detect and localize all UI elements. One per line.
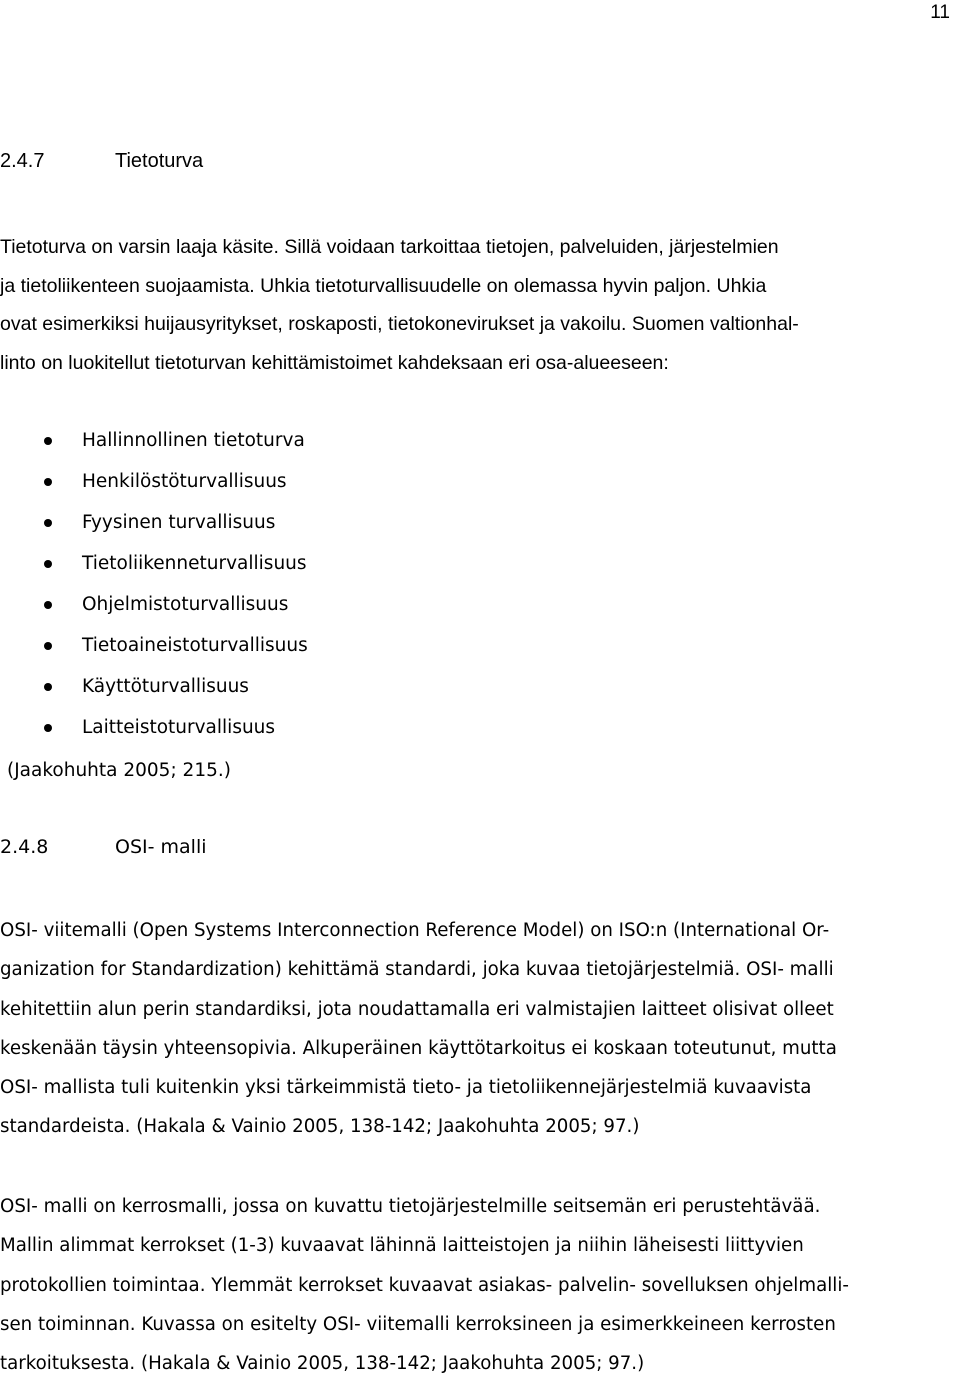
section-heading-osi-malli <box>0 834 207 860</box>
bullet-icon <box>44 519 52 527</box>
list-item <box>0 502 308 543</box>
section-paragraph <box>0 1187 960 1383</box>
bullet-icon <box>44 683 52 691</box>
section-paragraph <box>0 228 960 382</box>
paragraph-line: ja tietoliikenteen suojaamista. Uhkia tietoturvallisuudelle on olemassa hyvin paljon. Uhkia <box>0 274 767 297</box>
list-item <box>0 584 308 625</box>
bullet-icon <box>44 437 52 445</box>
list-item <box>0 543 308 584</box>
section-number: 2.4.7 <box>0 150 45 172</box>
list-item <box>0 625 308 666</box>
list-item-label: Hallinnollinen tietoturva <box>82 430 305 451</box>
list-item-label: Laitteistoturvallisuus <box>82 717 276 738</box>
list-item-label: Käyttöturvallisuus <box>82 676 249 697</box>
paragraph-line: Mallin alimmat kerrokset (1-3) kuvaavat lähinnä laitteistojen ja niihin läheisesti liittyvien <box>0 1235 804 1257</box>
paragraph-line: sen toiminnan. Kuvassa on esitelty OSI- viitemalli kerroksineen ja esimerkkeineen kerrosten <box>0 1313 836 1335</box>
paragraph-line: tarkoituksesta. (Hakala & Vainio 2005, 138-142; Jaakohuhta 2005; 97.) <box>0 1353 645 1375</box>
section-title: OSI- malli <box>115 836 207 858</box>
paragraph-line: standardeista. (Hakala & Vainio 2005, 138-142; Jaakohuhta 2005; 97.) <box>0 1116 640 1138</box>
bullet-icon <box>44 560 52 568</box>
list-item-label: Tietoaineistoturvallisuus <box>82 635 308 656</box>
paragraph-line: OSI- malli on kerrosmalli, jossa on kuvattu tietojärjestelmille seitsemän eri perustehtävää. <box>0 1196 821 1217</box>
list-item-label: Henkilöstöturvallisuus <box>82 471 287 492</box>
section-number: 2.4.8 <box>0 836 49 858</box>
list-item <box>0 666 308 707</box>
list-item-label: Fyysinen turvallisuus <box>82 512 276 533</box>
bullet-icon <box>44 478 52 486</box>
bullet-icon <box>44 642 52 650</box>
paragraph-line: ovat esimerkiksi huijausyritykset, roskaposti, tietokonevirukset ja vakoilu. Suomen valtionhal- <box>0 313 799 335</box>
page-number: 11 <box>930 2 950 23</box>
bullet-icon <box>44 724 52 732</box>
list-item <box>0 707 308 748</box>
list-item <box>0 420 308 461</box>
section-paragraph <box>0 911 960 1147</box>
list-item-label: Tietoliikenneturvallisuus <box>82 553 307 574</box>
paragraph-line: kehitettiin alun perin standardiksi, jota noudattamalla eri valmistajien laitteet olisivat olleet <box>0 998 834 1020</box>
citation: (Jaakohuhta 2005; 215.) <box>7 760 231 781</box>
section-heading-tietoturva <box>0 148 203 174</box>
paragraph-line: Tietoturva on varsin laaja käsite. Sillä voidaan tarkoittaa tietojen, palveluiden, järjestelmien <box>0 236 779 258</box>
paragraph-line: linto on luokitellut tietoturvan kehittämistoimet kahdeksaan eri osa-alueeseen: <box>0 351 669 374</box>
bullet-icon <box>44 601 52 609</box>
paragraph-line: keskenään täysin yhteensopivia. Alkuperäinen käyttötarkoitus ei koskaan toteutunut, mutta <box>0 1037 837 1059</box>
paragraph-line: ganization for Standardization) kehittämä standardi, joka kuvaa tietojärjestelmiä. OSI- malli <box>0 959 834 981</box>
list-item-label: Ohjelmistoturvallisuus <box>82 594 289 615</box>
security-areas-list <box>0 420 308 748</box>
paragraph-line: OSI- viitemalli (Open Systems Interconnection Reference Model) on ISO:n (International Or- <box>0 920 830 941</box>
list-item <box>0 461 308 502</box>
paragraph-line: protokollien toimintaa. Ylemmät kerrokset kuvaavat asiakas- palvelin- sovelluksen ohjelmalli- <box>0 1274 849 1296</box>
paragraph-line: OSI- mallista tuli kuitenkin yksi tärkeimmistä tieto- ja tietoliikennejärjestelmiä kuvaavista <box>0 1077 812 1099</box>
section-title: Tietoturva <box>115 150 204 172</box>
